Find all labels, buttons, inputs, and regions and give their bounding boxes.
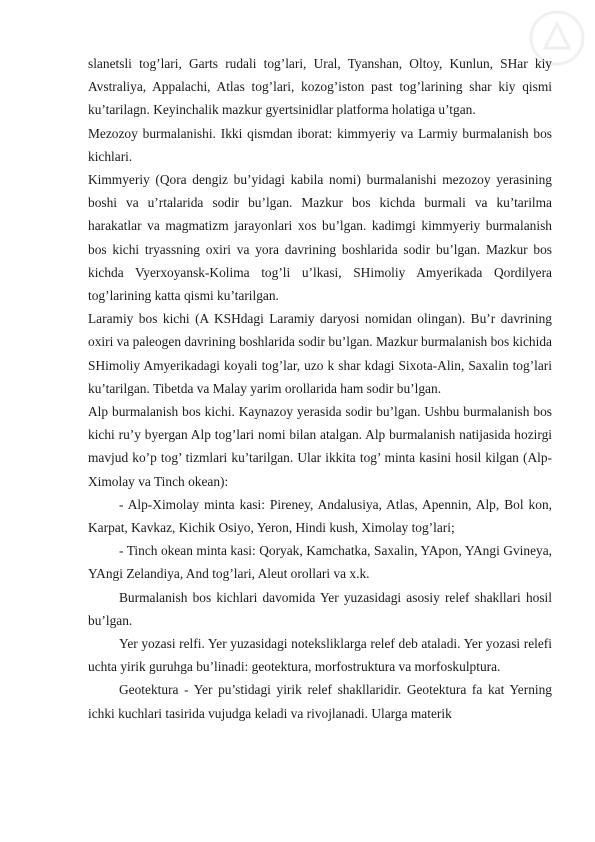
- paragraph: Kimmyeriy (Qora dengiz bu’yidagi kabila nomi) burmalanishi mezozoy yerasining boshi va u’rtalarida sodir bu’lgan. Mazkur bos kichda burmali va ku’tarilma harakatlar va magmatizm jarayonlari xos bu’lgan. kadimgi kimmyeriy burmalanish bos kichi tryassning oxiri va yora davrining boshlarida sodir bu’lgan. Mazkur bos kichda Vyerxoyansk-Kolima tog’li u’lkasi, SHimoliy Amyerikada Qordilyera tog’larining katta qismi ku’tarilgan.: [88, 172, 552, 304]
- paragraph: - Tinch okean minta kasi: Qoryak, Kamchatka, Saxalin, YApon, YAngi Gvineya, YAngi Zelandiya, And tog’lari, Aleut orollari va x.k.: [88, 543, 552, 582]
- paragraph: Alp burmalanish bos kichi. Kaynazoy yerasida sodir bu’lgan. Ushbu burmalanish bos kichi ru’y byergan Alp tog’lari nomi bilan atalgan. Alp burmalanish natijasida hozirgi mavjud ko’p tog’ tizmlari ku’tarilgan. Ular ikkita tog’ minta kasini hosil kilgan (Alp-Ximolay va Tinch okean):: [88, 404, 552, 489]
- paragraph: slanetsli tog’lari, Garts rudali tog’lari, Ural, Tyanshan, Oltoy, Kunlun, SHar kiy Avstraliya, Appalachi, Atlas tog’lari, kozog’iston past tog’larining shar kiy qismi ku’tarilagn. Keyinchalik mazkur gyertsinidlar platforma holatiga u’tgan.: [88, 56, 552, 118]
- paragraph: Yer yozasi relfi. Yer yuzasidagi noteksliklarga relef deb ataladi. Yer yozasi relefi uchta yirik guruhga bu’linadi: geotektura, morfostruktura va morfoskulptura.: [88, 636, 552, 675]
- paragraph: Geotektura - Yer pu’stidagi yirik relef shakllaridir. Geotektura fa kat Yerning ichki kuchlari tasirida vujudga keladi va rivojlanadi. Ularga materik: [88, 682, 552, 721]
- paragraph: Burmalanish bos kichlari davomida Yer yuzasidagi asosiy relef shakllari hosil bu’lgan.: [88, 589, 552, 628]
- paragraph: Laramiy bos kichi (A KSHdagi Laramiy daryosi nomidan olingan). Bu’r davrining oxiri va paleogen davrining boshlarida sodir bu’lgan. Mazkur burmalanish bos kichida SHimoliy Amyerikadagi koyali tog’lar, uzo k shar kdagi Sixota-Alin, Saxalin tog’lari ku’tarilgan. Tibetda va Malay yarim orollarida ham sodir bu’lgan.: [88, 311, 552, 396]
- paragraph: Mezozoy burmalanishi. Ikki qismdan iborat: kimmyeriy va Larmiy burmalanish bos kichlari.: [88, 125, 552, 164]
- document-body: [88, 52, 552, 725]
- paragraph: - Alp-Ximolay minta kasi: Pireney, Andalusiya, Atlas, Apennin, Alp, Bol kon, Karpat, Kavkaz, Kichik Osiyo, Yeron, Hindi kush, Ximolay tog’lari;: [88, 496, 552, 536]
